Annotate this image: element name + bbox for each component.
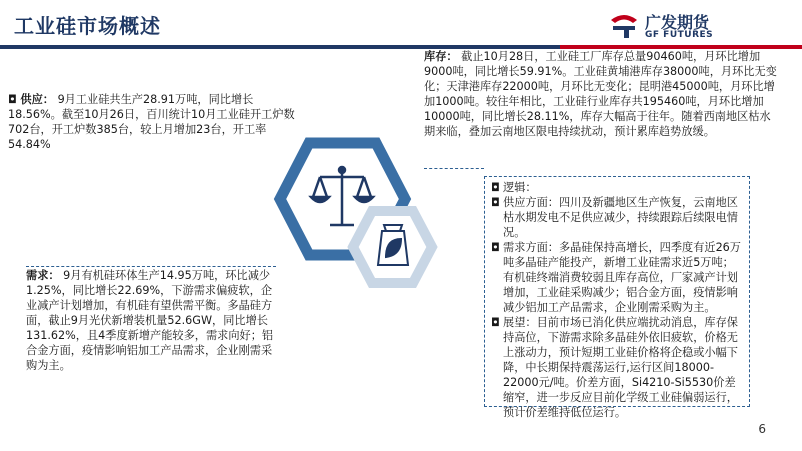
checkbox-bullet-icon: ◘ xyxy=(491,241,500,254)
logo-english-name: GF FUTURES xyxy=(645,30,714,40)
inventory-section xyxy=(424,49,779,139)
logo-chinese-name: 广发期货 xyxy=(645,13,710,32)
demand-label: 需求： xyxy=(26,269,60,282)
gf-logo-icon xyxy=(607,12,641,42)
checkbox-bullet-icon: ◘ xyxy=(491,181,500,194)
checkbox-bullet-icon: ◘ xyxy=(491,196,500,209)
page-number: 6 xyxy=(758,422,766,436)
checkbox-bullet-icon: ◘ xyxy=(491,316,500,329)
page-title: 工业硅市场概述 xyxy=(14,14,161,38)
supply-section xyxy=(8,92,298,152)
connector-line-inventory xyxy=(424,168,484,169)
company-logo xyxy=(607,10,762,44)
inventory-label: 库存： xyxy=(424,50,458,63)
connector-line-demand xyxy=(26,266,276,267)
logic-box xyxy=(484,176,750,419)
supply-bullet: ◘ xyxy=(8,93,17,106)
logic-title: ◘ 逻辑： xyxy=(491,181,537,194)
demand-section xyxy=(26,268,278,373)
supply-label: 供应： xyxy=(20,93,54,106)
logic-item-outlook: ◘ 展望：目前市场已消化供应端扰动消息，库存保持高位，下游需求除多晶硅外依旧疲软，价格无上涨动力，预计短期工业硅价格将企稳或小幅下降，中长期保持震荡运行,运行区间18000-22000元/吨。价差方面，Si4210-Si5530价差缩窄，进一步反应目前化学级工业硅偏弱运行，预计价差维持低位运行。 xyxy=(491,316,738,419)
logic-item-supply: ◘ 供应方面：四川及新疆地区生产恢复，云南地区枯水期发电不足供应减少，持续跟踪后续限电情况。 xyxy=(491,196,738,239)
inventory-text: 截止10月28日，工业硅工厂库存总量90460吨，月环比增加9000吨，同比增长59.91%。工业硅黄埔港库存38000吨，月环比无变化；天津港库存22000吨，月环比无变化；昆明港45000吨，月环比增加1000吨。较往年相比，工业硅行业库存共195460吨，月环比增加10000吨，同比增长28.11%，库存大幅高于往年。随着西南地区枯水期来临，叠加云南地区限电持续扰动，预计累库趋势放缓。 xyxy=(424,50,777,138)
logic-item-demand: ◘ 需求方面：多晶硅保持高增长，四季度有近26万吨多晶硅产能投产，新增工业硅需求近5万吨；有机硅终端消费较弱且库存高位，厂家减产计划增加，工业硅采购减少；铝合金方面，疫情影响减少铝加工产品需求，企业刚需采购为主。 xyxy=(491,241,741,314)
demand-text: 9月有机硅环体生产14.95万吨，环比减少1.25%，同比增长22.69%，下游需求偏疲软，企业减产计划增加，有机硅有望供需平衡。多晶硅方面，截止9月光伏新增装机量52.6GW，同比增长131.62%，且4季度新增产能较多，需求向好；铝合金方面，疫情影响铝加工产品需求，企业刚需采购为主。 xyxy=(26,269,274,372)
supply-text: 9月工业硅共生产28.91万吨，同比增长18.56%。截至10月26日，百川统计10月工业硅开工炉数702台，开工炉数385台，较上月增加23台，开工率54.84% xyxy=(8,93,295,151)
